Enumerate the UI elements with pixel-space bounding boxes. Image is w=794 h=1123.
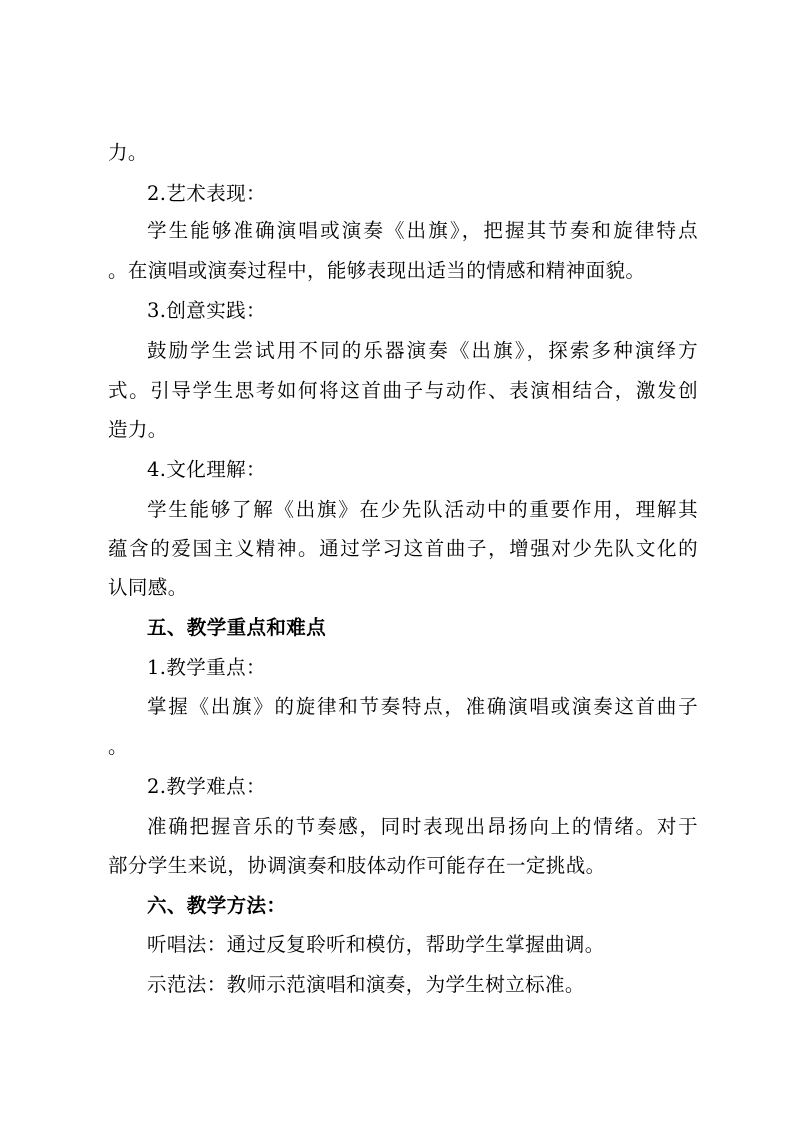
paragraph-line: 。 (108, 735, 128, 758)
subheading-art-expression: 2.艺术表现： (147, 182, 266, 205)
method-item-listen-sing: 听唱法：通过反复聆听和模仿，帮助学生掌握曲调。 (147, 933, 605, 956)
paragraph-line: 学生能够了解《出旗》在少先队活动中的重要作用，理解其 (147, 498, 698, 521)
paragraph-line: 。在演唱或演奏过程中，能够表现出适当的情感和精神面貌。 (108, 259, 646, 282)
method-item-demonstration: 示范法：教师示范演唱和演奏，为学生树立标准。 (147, 973, 585, 996)
paragraph-line: 学生能够准确演唱或演奏《出旗》，把握其节奏和旋律特点 (147, 219, 698, 242)
subheading-cultural-understanding: 4.文化理解： (147, 458, 266, 481)
section-heading-teaching-methods: 六、教学方法： (147, 894, 287, 917)
paragraph-line: 掌握《出旗》的旋律和节奏特点，准确演唱或演奏这首曲子 (147, 695, 698, 718)
section-heading-key-points: 五、教学重点和难点 (147, 616, 327, 639)
subheading-creative-practice: 3.创意实践： (147, 299, 266, 322)
paragraph-line: 准确把握音乐的节奏感，同时表现出昂扬向上的情绪。对于 (147, 815, 698, 838)
paragraph-line: 蕴含的爱国主义精神。通过学习这首曲子，增强对少先队文化的 (108, 537, 698, 560)
paragraph-line: 鼓励学生尝试用不同的乐器演奏《出旗》，探索多种演绎方 (147, 339, 698, 362)
subheading-teaching-difficulty: 2.教学难点： (147, 775, 266, 798)
text-line-continuation: 力。 (108, 141, 148, 164)
paragraph-line: 认同感。 (108, 576, 188, 599)
paragraph-line: 部分学生来说，协调演奏和肢体动作可能存在一定挑战。 (108, 854, 606, 877)
paragraph-line: 造力。 (108, 418, 168, 441)
subheading-teaching-focus: 1.教学重点： (147, 656, 266, 679)
paragraph-line: 式。引导学生思考如何将这首曲子与动作、表演相结合，激发创 (108, 379, 698, 402)
